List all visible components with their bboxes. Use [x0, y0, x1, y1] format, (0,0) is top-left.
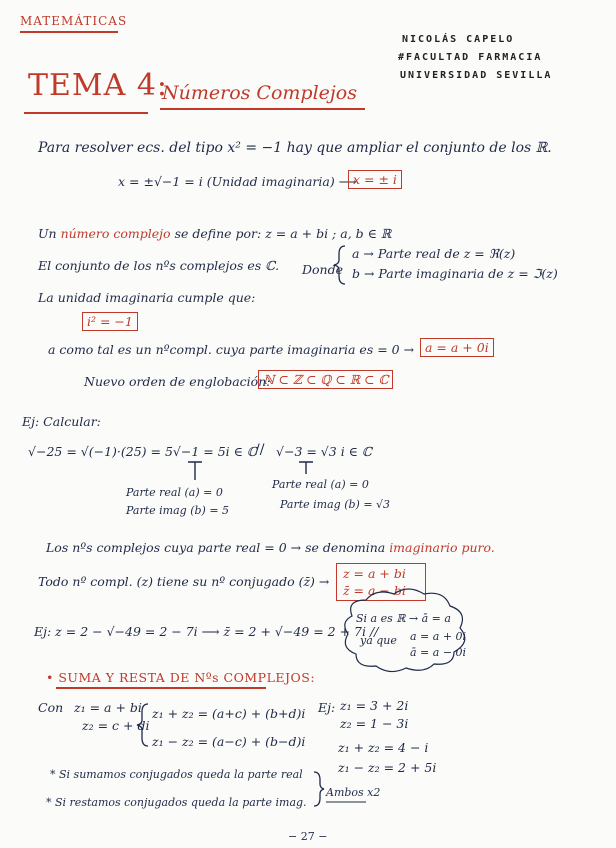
- example-note-2a: Parte real (a) = 0: [272, 478, 369, 491]
- imaginary-text-a: Los nºs complejos cuya parte real = 0 → se denomina: [46, 540, 386, 555]
- sum-con-label: Con: [38, 700, 64, 715]
- solution-box: x = ± i: [348, 170, 402, 189]
- a-equals-box: a = a + 0i: [420, 338, 494, 357]
- definition-line-5: Nuevo orden de englobación:: [84, 374, 271, 389]
- conjugate-z: z = a + bi: [343, 566, 406, 581]
- cloud-text-3: a = a + 0i: [410, 630, 467, 643]
- definition-prefix: Un: [38, 226, 57, 241]
- intro-line-1: Para resolver ecs. del tipo x² = −1 hay que ampliar el conjunto de los ℝ.: [38, 140, 552, 156]
- i-squared-box: i² = −1: [82, 312, 138, 331]
- ambos-label: Ambos x2: [326, 786, 381, 799]
- donde-imag-part: b → Parte imaginaria de z = ℑ(z): [352, 266, 558, 281]
- cloud-text-1: Si a es ℝ → ā = a: [356, 612, 451, 625]
- sum-example-4: z₁ − z₂ = 2 + 5i: [338, 760, 437, 775]
- conjugate-example: Ej: z = 2 − √−49 = 2 − 7i ⟶ z̄ = 2 + √−49 = 2 + 7i //: [34, 624, 379, 639]
- cloud-text-2: ya que: [360, 634, 397, 647]
- sum-example-3: z₁ + z₂ = 4 − i: [338, 740, 429, 755]
- example-note-1a: Parte real (a) = 0: [126, 486, 223, 499]
- difference-equation: z₁ − z₂ = (a−c) + (b−d)i: [152, 734, 306, 749]
- page-title: TEMA 4:: [28, 68, 169, 103]
- donde-label: Donde: [302, 262, 343, 277]
- example-expr-2: √−3 = √3 i ∈ ℂ: [276, 444, 372, 459]
- author-name: NICOLÁS CAPELO: [402, 34, 515, 45]
- page-subtitle: Números Complejos: [162, 82, 357, 104]
- cloud-text-4: ā = a − 0i: [410, 646, 467, 659]
- example-label: Ej: Calcular:: [22, 414, 101, 429]
- faculty-name: #FACULTAD FARMACIA: [398, 52, 543, 63]
- definition-line-2: El conjunto de los nºs complejos es ℂ.: [38, 258, 280, 273]
- sum-equation: z₁ + z₂ = (a+c) + (b+d)i: [152, 706, 306, 721]
- example-arrow-2: [299, 462, 313, 474]
- number-order-box: ℕ ⊂ ℤ ⊂ ℚ ⊂ ℝ ⊂ ℂ: [258, 370, 393, 389]
- definition-term: número complejo: [60, 226, 171, 241]
- conjugate-zbar: z̄ = a − bi: [343, 583, 406, 598]
- example-separator: //: [255, 442, 265, 458]
- donde-real-part: a → Parte real de z = ℜ(z): [352, 246, 516, 261]
- ambos-brace: [314, 772, 324, 806]
- sum-brace: [137, 704, 148, 746]
- example-expr-1: √−25 = √(−1)·(25) = 5√−1 = 5i ∈ ℂ: [28, 444, 257, 459]
- donde-brace: [334, 246, 345, 284]
- page-number: − 27 −: [288, 830, 328, 843]
- sum-example-1: z₁ = 3 + 2i: [340, 698, 409, 713]
- cloud-outline: [345, 589, 465, 672]
- sum-example-2: z₂ = 1 − 3i: [340, 716, 409, 731]
- sum-z1: z₁ = a + bi: [74, 700, 142, 715]
- example-note-1b: Parte imag (b) = 5: [126, 504, 230, 517]
- sum-example-label: Ej:: [318, 700, 336, 715]
- sum-note-2: * Si restamos conjugados queda la parte imag.: [46, 796, 307, 809]
- university-name: UNIVERSIDAD SEVILLA: [400, 70, 553, 81]
- sum-note-1: * Si sumamos conjugados queda la parte real: [50, 768, 303, 781]
- conjugate-text: Todo nº compl. (z) tiene su nº conjugado (z̄) →: [38, 574, 330, 589]
- imaginary-text-red: imaginario puro.: [389, 540, 495, 555]
- sum-heading: • SUMA Y RESTA DE Nºs COMPLEJOS:: [46, 670, 316, 685]
- example-note-2b: Parte imag (b) = √3: [280, 498, 391, 511]
- definition-line-3: La unidad imaginaria cumple que:: [38, 290, 256, 305]
- sum-z2: z₂ = c + di: [82, 718, 150, 733]
- subject-label: MATEMÁTICAS: [20, 14, 128, 28]
- definition-line-4: a como tal es un nºcompl. cuya parte imaginaria es = 0 →: [48, 342, 415, 357]
- intro-line-2: x = ±√−1 = i (Unidad imaginaria) ⟶: [118, 174, 357, 189]
- example-arrow-1: [188, 462, 202, 480]
- definition-rest: se define por: z = a + bi ; a, b ∈ ℝ: [174, 226, 392, 241]
